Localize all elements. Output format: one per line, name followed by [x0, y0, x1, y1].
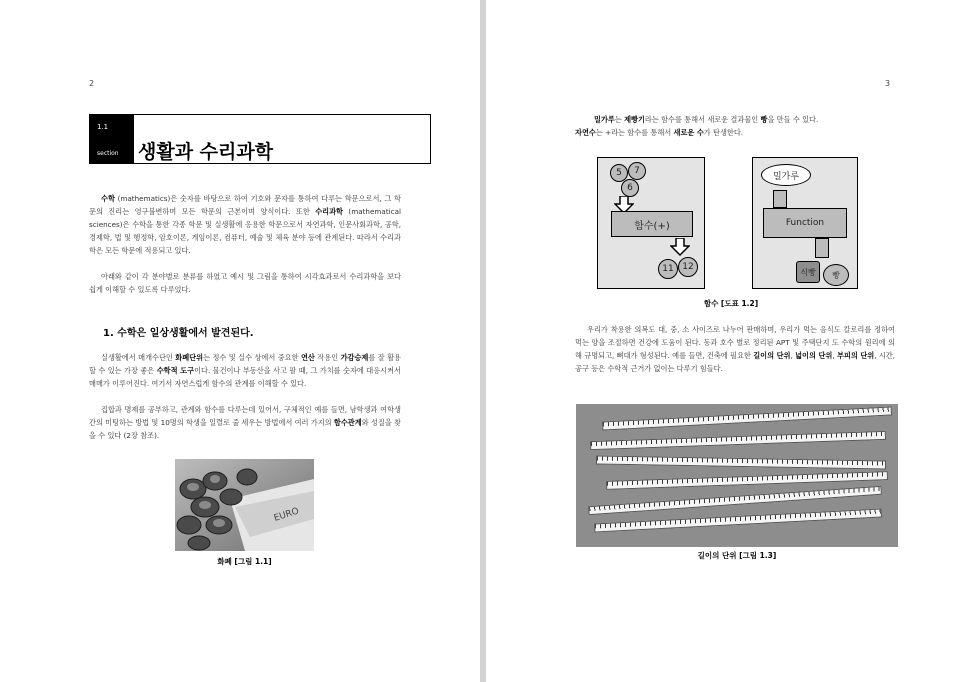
top-paragraph-2: 자연수는 +라는 함수를 통해서 새로운 수가 탄생한다. [575, 128, 744, 137]
subsection-heading: 1. 수학은 일상생활에서 발견된다. [103, 328, 254, 339]
section-header [89, 114, 431, 164]
figure-caption-rulers: 길이의 단위 [그림 1.3] [697, 551, 777, 560]
output-circle-12: 12 [678, 257, 698, 277]
output-bread-circle: 빵 [823, 264, 849, 286]
body-paragraph-2: 집합과 명제를 공부하고, 관계와 함수를 다루는데 있어서, 구체적인 예를 들면, 남학생과 여학생간의 미팅하는 방법 및 10명의 학생을 일렬로 줄 세우는 방법에서 여러 가지의 함수관계와 성질을 찾을 수 있다 (2장 참조). [89, 405, 401, 440]
input-circle-7: 7 [628, 162, 646, 180]
left-page [0, 0, 480, 682]
ruler-1 [602, 406, 892, 430]
ruler-3 [596, 455, 886, 469]
section-title: 생활과 수리과학 [138, 141, 274, 163]
output-square-bread: 식빵 [796, 261, 820, 283]
money-image [175, 459, 314, 551]
function-box: Function [763, 208, 847, 238]
function-diagram-numbers [597, 157, 705, 289]
input-pipe [773, 190, 787, 208]
section-number: 1.1 [97, 123, 109, 131]
output-circle-11: 11 [658, 259, 678, 279]
down-arrow-icon [670, 238, 690, 256]
right-page [486, 0, 968, 682]
page-number-right: 3 [885, 79, 891, 88]
rulers-photo [576, 404, 898, 547]
function-diagram-bread [752, 157, 858, 289]
section-label: section [97, 150, 119, 157]
section-tag [90, 115, 134, 163]
ruler-6 [594, 508, 882, 532]
function-plus-box: 함수(+) [611, 211, 693, 237]
input-circle-6: 6 [621, 179, 639, 197]
body-paragraph-right: 우리가 착용한 의복도 대, 중, 소 사이즈로 나누어 판매하며, 우리가 먹는 음식도 칼로리를 정하여 먹는 양을 조절하면 건강에 도움이 된다. 동과 호수 별로 정리된 APT 및 주택단지 도 수학의 원리에 의해 규명되고, 뼈대가 형성된다. 예를 들면, 건축에 필요한 길이의 단위, 넓이의 단위, 부피의 단위, 시간, 공구 등은 수학적 근거가 없이는 다루기 힘들다. [575, 325, 895, 373]
banknote-text: EURO [272, 506, 301, 524]
flour-ellipse: 밀가루 [761, 164, 811, 186]
body-paragraph-1: 실생활에서 매개수단인 화폐단위는 정수 및 실수 상에서 중요한 연산 작용인 가감승제를 잘 활용할 수 있는 가장 좋은 수학적 도구이다. 물건이나 부동산을 사고 팔 때, 그 가치를 숫자에 대응시켜서 매매가 이루어진다. 여기서 자연스럽게 함수의 관계를 이해할 수 있다. [89, 353, 402, 388]
intro-paragraph-2: 아래와 같이 각 분야별로 분류를 하였고 예시 및 그림을 통하여 시각효과로서 수리과학을 보다 쉽게 이해할 수 있도록 다루었다. [89, 272, 401, 294]
figure-caption-money: 화폐 [그림 1.1] [217, 557, 272, 566]
output-pipe [815, 238, 829, 258]
intro-paragraph-1: 수학 (mathematics)은 숫자를 바탕으로 하여 기호와 문자를 통하여 다루는 학문으로서, 그 학문의 진리는 영구불변하며 모든 학문의 근본이며 양식이다. 또한 수리과학 (mathematical sciences)은 수학을 통한 각종 학문 및 실생활에 응용한 학문으로서 자연과학, 인문사회과학, 공학, 경제학, 법 및 행정학, 암호이론, 게임이론, 컴퓨터, 예술 및 체육 분야 등에 관계된다. 따라서 수리과학은 모든 학문에 적용되고 있다. [89, 194, 401, 255]
money-photo [175, 459, 314, 551]
top-paragraph-1: 밀가루는 제빵기라는 함수를 통해서 새로운 결과물인 빵을 만들 수 있다. [594, 115, 819, 124]
ruler-2 [590, 431, 886, 450]
page-number-left: 2 [89, 79, 95, 88]
input-circle-5: 5 [610, 164, 628, 182]
ruler-4 [606, 471, 888, 490]
diagram-caption: 함수 [도표 1.2] [703, 299, 759, 308]
